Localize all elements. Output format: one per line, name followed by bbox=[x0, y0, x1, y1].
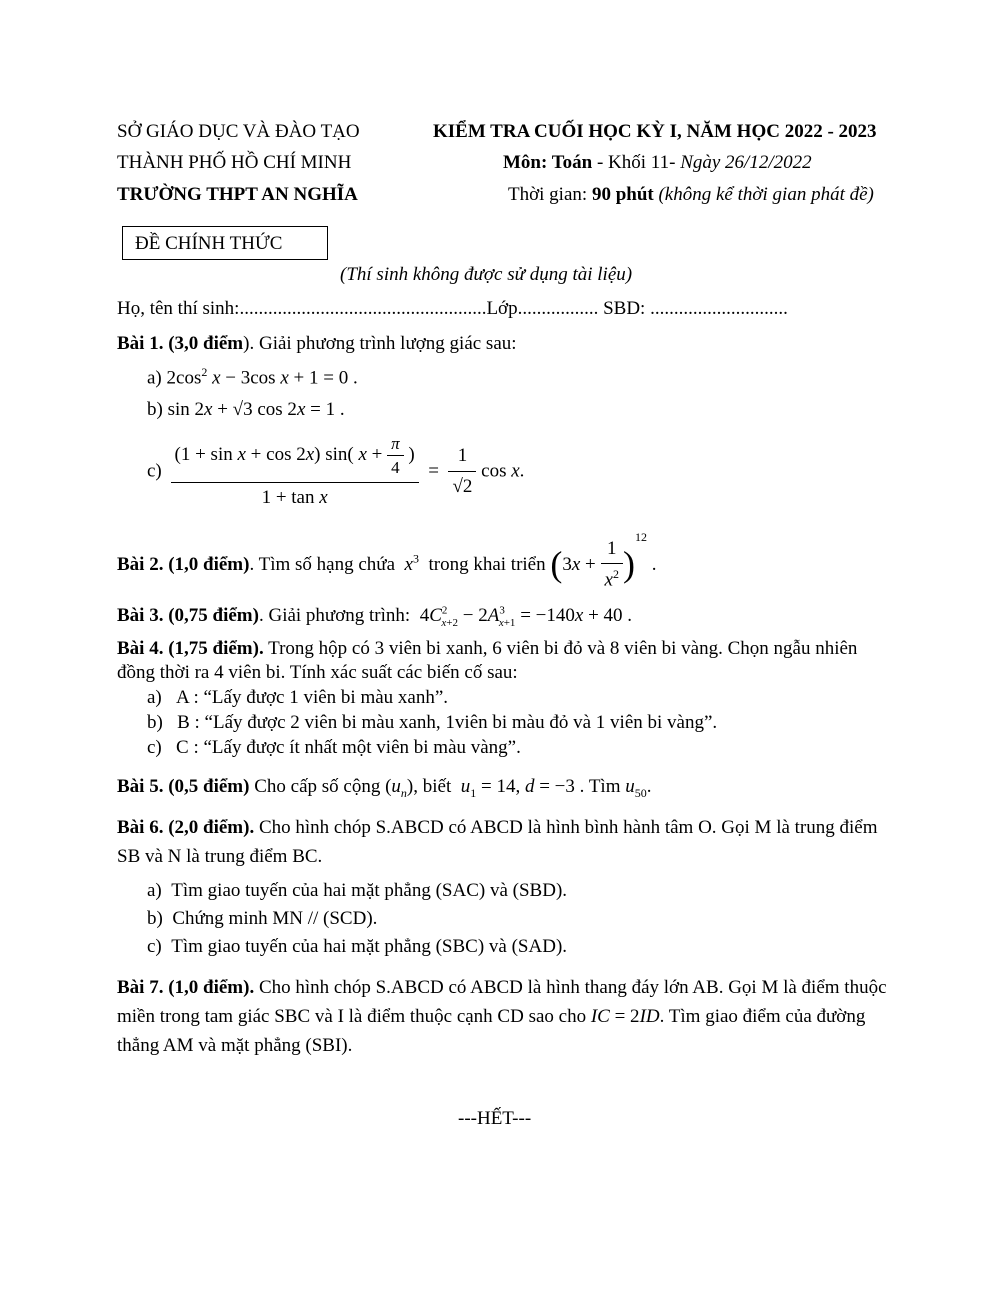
bai1-b: b) sin 2x + √3 cos 2x = 1 . bbox=[147, 399, 345, 420]
student-info-line: Họ, tên thí sinh:....................................................Lớp................. SBD: ............................. bbox=[117, 298, 788, 319]
bai2-line: Bài 2. (1,0 điểm). Tìm số hạng chứa $x^3$ trong khai triển (3x + $\frac{1}{x^2}$ )$^{12}$ . bbox=[117, 530, 657, 591]
bai1-heading: Bài 1. (3,0 điểm). Giải phương trình lượng giác sau: bbox=[117, 333, 517, 354]
bai6-item-b: b) Chứng minh MN // (SCD). bbox=[147, 908, 378, 929]
official-label: ĐỀ CHÍNH THỨC bbox=[135, 233, 283, 254]
bai4-item-a: a) A : “Lấy được 1 viên bi màu xanh”. bbox=[147, 687, 449, 708]
exam-title: KIỂM TRA CUỐI HỌC KỲ I, NĂM HỌC 2022 - 2023 bbox=[433, 121, 877, 142]
exam-duration: Thời gian: 90 phút (không kể thời gian phát đề) bbox=[508, 184, 874, 205]
bai5-line: Bài 5. (0,5 điểm) Cho cấp số cộng $(u_n)$, biết $u_1 = 14$, d = −3 . Tìm $u_{50}$. bbox=[117, 776, 652, 800]
bai4-item-c: c) C : “Lấy được ít nhất một viên bi màu vàng”. bbox=[147, 737, 521, 758]
bai1-c: c) (1 + sin x + cos 2x) sin( x + $\frac{\pi}{4}$ ) 1 + tan x = $\frac{1}{√2}$ cos x. bbox=[147, 434, 525, 508]
bai4-intro: Bài 4. (1,75 điểm). Trong hộp có 3 viên bi xanh, 6 viên bi đỏ và 8 viên bi vàng. Chọn ngẫu nhiên đồng thời ra 4 viên bi. Tính xác suất các biến cố sau: bbox=[117, 638, 858, 683]
bai3-line: Bài 3. (0,75 điểm). Giải phương trình: $4C^2_{x+2} - 2A^3_{x+1} = -140x + 40$ . bbox=[117, 604, 633, 629]
exam-note: (Thí sinh không được sử dụng tài liệu) bbox=[340, 264, 633, 285]
bai6-intro: Bài 6. (2,0 điểm). Cho hình chóp S.ABCD có ABCD là hình bình hành tâm O. Gọi M là trung điểm SB và N là trung điểm BC. bbox=[117, 817, 878, 867]
bai1-a: a) $2\cos^2$ x − 3cos x + 1 = 0 . bbox=[147, 365, 358, 389]
bai6-item-c: c) Tìm giao tuyến của hai mặt phẳng (SBC) và (SAD). bbox=[147, 936, 568, 957]
bai7-text: Bài 7. (1,0 điểm). Cho hình chóp S.ABCD có ABCD là hình thang đáy lớn AB. Gọi M là điểm thuộc miền trong tam giác SBC và I là điểm thuộc cạnh CD sao cho IC = 2ID. Tìm giao điểm của đường thẳng AM và mặt phẳng (SBI). bbox=[117, 977, 887, 1056]
exam-subject: Môn: Toán - Khối 11- Ngày 26/12/2022 bbox=[503, 152, 812, 173]
school-name: TRƯỜNG THPT AN NGHĨA bbox=[117, 184, 358, 205]
city-name: THÀNH PHỐ HỒ CHÍ MINH bbox=[117, 152, 352, 173]
bai6-item-a: a) Tìm giao tuyến của hai mặt phẳng (SAC) và (SBD). bbox=[147, 880, 568, 901]
dept-name: SỞ GIÁO DỤC VÀ ĐÀO TẠO bbox=[117, 121, 360, 142]
end-marker: ---HẾT--- bbox=[458, 1108, 532, 1129]
bai4-item-b: b) B : “Lấy được 2 viên bi màu xanh, 1viên bi màu đỏ và 1 viên bi vàng”. bbox=[147, 712, 718, 733]
official-label-box bbox=[122, 226, 328, 260]
